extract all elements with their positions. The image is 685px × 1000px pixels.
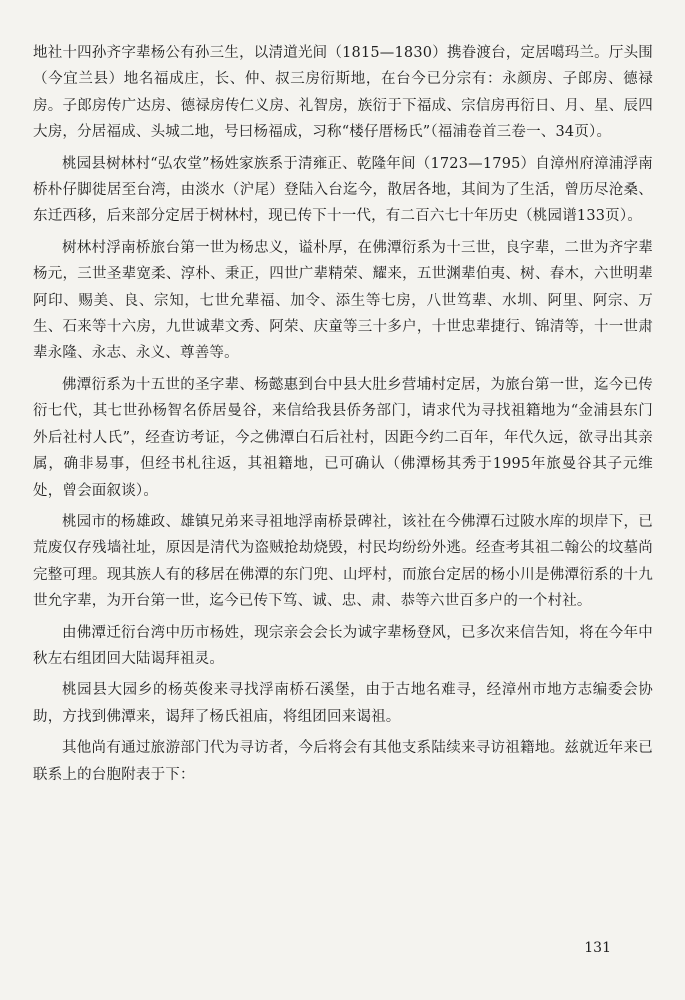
body-text — [33, 40, 653, 793]
paragraph-6: 由佛潭迁衍台湾中历市杨姓，现宗亲会会长为诚字辈杨登风，已多次来信告知，将在今年中秋左右组团回大陆谒拜祖灵。 — [33, 624, 653, 667]
page-number: 131 — [584, 940, 611, 956]
paragraph-5: 桃园市的杨雄政、雄镇兄弟来寻祖地浮南桥景碑社，该社在今佛潭石过陂水库的坝岸下，已荒废仅存残墙社址，原因是清代为盗贼抢劫烧毁，村民均纷纷外逃。经查考其祖二翰公的坟墓尚完整可理。现其族人有的移居在佛潭的东门兜、山坪村，而旅台定居的杨小川是佛潭衍系的十九世允字辈，为开台第一世，迄今已传下笃、诚、忠、肃、恭等六世百多户的一个村社。 — [33, 513, 653, 610]
paragraph-2: 桃园县树林村“弘农堂”杨姓家族系于清雍正、乾隆年间（1723—1795）自漳州府漳浦浮南桥朴仔脚徙居至台湾，由淡水（沪尾）登陆入台迄今，散居各地，其间为了生活，曾历尽沧桑、东迁西移，后来部分定居于树林村，现已传下十一代，有二百六七十年历史（桃园谱133页）。 — [33, 155, 653, 225]
paragraph-7: 桃园县大园乡的杨英俊来寻找浮南桥石溪堡，由于古地名难寻，经漳州市地方志编委会协助，方找到佛潭来，谒拜了杨氏祖庙，将组团回来谒祖。 — [33, 682, 653, 725]
paragraph-8: 其他尚有通过旅游部门代为寻访者，今后将会有其他支系陆续来寻访祖籍地。兹就近年来已联系上的台胞附表于下： — [33, 740, 653, 783]
paragraph-1: 地社十四孙齐字辈杨公有孙三生，以清道光间（1815—1830）携眷渡台，定居噶玛兰。厅头围（今宜兰县）地名福成庄，长、仲、叔三房衍斯地，在台今已分宗有：永颜房、子郎房、德禄房。子郎房传广达房、德禄房传仁义房、礼智房，族衍于下福成、宗信房再衍日、月、星、辰四大房，分居福成、头城二地，号曰杨福成，习称“楼仔厝杨氏”（福浦卷首三卷一、34页）。 — [33, 45, 653, 141]
paragraph-3: 树林村浮南桥旅台第一世为杨忠义，谥朴厚，在佛潭衍系为十三世，良字辈，二世为齐字辈杨元，三世圣辈宽柔、淳朴、秉正，四世广辈精荣、耀来，五世渊辈伯夷、树、春木，六世明辈阿印、赐美、良、宗知，七世允辈福、加令、添生等七房，八世笃辈、水圳、阿里、阿宗、万生、石来等十六房，九世诚辈文秀、阿荣、庆童等三十多户，十世忠辈捷行、锦清等，十一世肃辈永隆、永志、永义、尊善等。 — [33, 239, 653, 362]
paragraph-4: 佛潭衍系为十五世的圣字辈、杨懿惠到台中县大肚乡营埔村定居，为旅台第一世，迄今已传衍七代，其七世孙杨智名侨居曼谷，来信给我县侨务部门，请求代为寻找祖籍地为“金浦县东门外后社村人氏”，经查访考证，今之佛潭白石后社村，因距今约二百年，年代久远，欲寻出其亲属，确非易事，但经书札往返，其祖籍地，已可确认（佛潭杨其秀于1995年旅曼谷其子元维处，曾会面叙谈）。 — [33, 376, 653, 499]
